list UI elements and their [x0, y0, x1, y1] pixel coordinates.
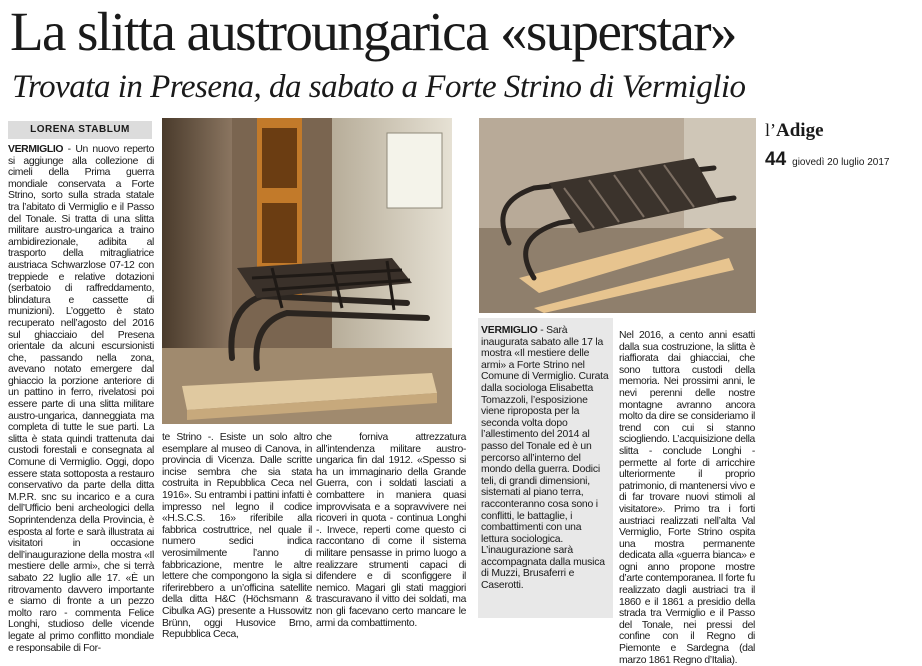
newspaper-masthead: [765, 120, 915, 171]
article-column-1: [8, 144, 154, 654]
column-1-text: - Un nuovo reperto si aggiunge alla collezione di cimeli della Prima guerra mondiale conservata a Forte Strino, sorto sulla strada statale tra l’abitato di Vermiglio e il Passo del Tonale. Si tratta di una slitta militare austro-ungarica a traino ambidirezionale, adibita al trasporto della mitragliatrice austriaca Schwarzlose 07-12 con treppiede e relative dotazioni (serbatoio di raffreddamento, blindatura e cassette di munizioni). L’oggetto è stato recuperato nell’agosto del 2016 sul ghiacciaio del Presena orientale da alcuni escursionisti che, passando nella zona, avevano notato emergere dal ghiaccio la porzione anteriore di un pattino in ferro, rivelatosi poi essere parte di una slitta militare austro-ungarica, danneggiata ma completa di tutte le sue parti. La slitta è stata quindi trattenuta dai custodi forestali e consegnata al Comune di Vermiglio. Oggi, dopo essere stata sottoposta a restauro conservativo da parte della ditta M.P.R. snc su incarico e a cura dell’Ufficio beni archeologici della Soprintendenza della Provincia, è esposta al forte e sarà illustrata ai visitatori in occasione dell’inaugurazione della mostra «Il mestiere delle armi», che si terrà sabato 22 luglio alle 17. «È un ritrovamento davvero importante e siamo di fronte a un pezzo molto raro - commenta Felice Longhi, studioso delle vicende legate al primo conflitto mondiale e responsabile di For-: [8, 144, 154, 654]
article-column-3: che forniva attrezzatura all’intendenza militare austro-ungarica fin dal 1912. «Spesso si ha un immaginario della Grande Guerra, con i soldati lasciati a combattere in maniera quasi improvvisata e a sopravvivere nei ricoveri in quota - continua Longhi -. Invece, reperti come questo ci raccontano di come il sistema militare pensasse in primo luogo a realizzare strumenti capaci di difendere e di sconfiggere il nemico. Magari gli stati maggiori trascuravano il vitto dei soldati, ma non gli facevano certo mancare le armi da combattimento.: [316, 432, 466, 629]
headline: La slitta austroungarica «superstar»: [10, 1, 736, 62]
sled-closeup-photo: [479, 118, 756, 313]
logo-article: l’: [765, 120, 776, 140]
sled-closeup-graphic: [479, 118, 756, 313]
byline: LORENA STABLUM: [8, 121, 152, 139]
exhibition-column: [481, 325, 609, 592]
article-column-5: Nel 2016, a cento anni esatti dalla sua costruzione, la slitta è riaffiorata dai ghiacciai, che sono tuttora custodi della memoria. Nei prossimi anni, le nevi perenni delle nostre montagne avranno ancora molto da dire se consideriamo il trend con cui si stanno sciogliendo. L’acquisizione della slitta - conclude Longhi - permette al forte di arricchire ulteriormente il proprio patrimonio, di mantenersi vivo e di far trovare nuovi stimoli al visitatore». Primo tra i forti austriaci realizzati nell’alta Val Vermiglio, Forte Strino ospita una mostra permanente dedicata alla «guerra bianca» e ogni anno propone mostre d’arte contemporanea. Il forte fu realizzato dagli austriaci tra il 1860 e il 1861 a presidio della strada tra Vermiglio e il Passo del Tonale, nei pressi del confine con il Regno di Piemonte e Sardegna (dal marzo 1861 Regno d’Italia).: [619, 330, 755, 666]
box-dateline: VERMIGLIO: [481, 325, 538, 336]
sled-photo-graphic: [162, 118, 452, 424]
sled-interior-photo: [162, 118, 452, 424]
newspaper-name: Adige: [776, 120, 824, 141]
issue-date: giovedì 20 luglio 2017: [792, 157, 890, 168]
article-column-2: te Strino -. Esiste un solo altro esemplare al museo di Canova, in provincia di Vicenza. Dalle scritte incise sembra che sia stata costruita in Repubblica Ceca nel 1916». Su entrambi i pattini infatti è impresso nel legno il codice «H.S.C.S. 16» riferibile alla fabbrica costruttrice, nel quale il numero sedici indica verosimilmente l’anno di fabbricazione, mentre le altre lettere che compongono la sigla si riferirebbero a un’officina satellite della ditta H&C (Höchsmann & Cibulka AG) presente a Hussowitz Brünn, oggi Husovice Brno, Repubblica Ceca,: [162, 432, 312, 641]
box-text: - Sarà inaugurata sabato alle 17 la mostra «Il mestiere delle armi» a Forte Strino nel Comune di Vermiglio. Curata dalla sociologa Elisabetta Tomazzoli, l’esposizione viene riproposta per la seconda volta dopo l’allestimento del 2014 al passo del Tonale ed è un percorso all’interno del mondo della guerra. Dodici teli, di grandi dimensioni, sistemati al piano terra, racconteranno cosa sono i conflitti, le battaglie, i combattimenti con una lettura sociologica. L’inaugurazione sarà accompagnata dalla musica di Muzzi, Brusaferri e Caserotti.: [481, 325, 609, 592]
dateline: VERMIGLIO: [8, 144, 64, 155]
page-number: 44: [765, 149, 787, 170]
subheadline: Trovata in Presena, da sabato a Forte Strino di Vermiglio: [12, 69, 746, 105]
